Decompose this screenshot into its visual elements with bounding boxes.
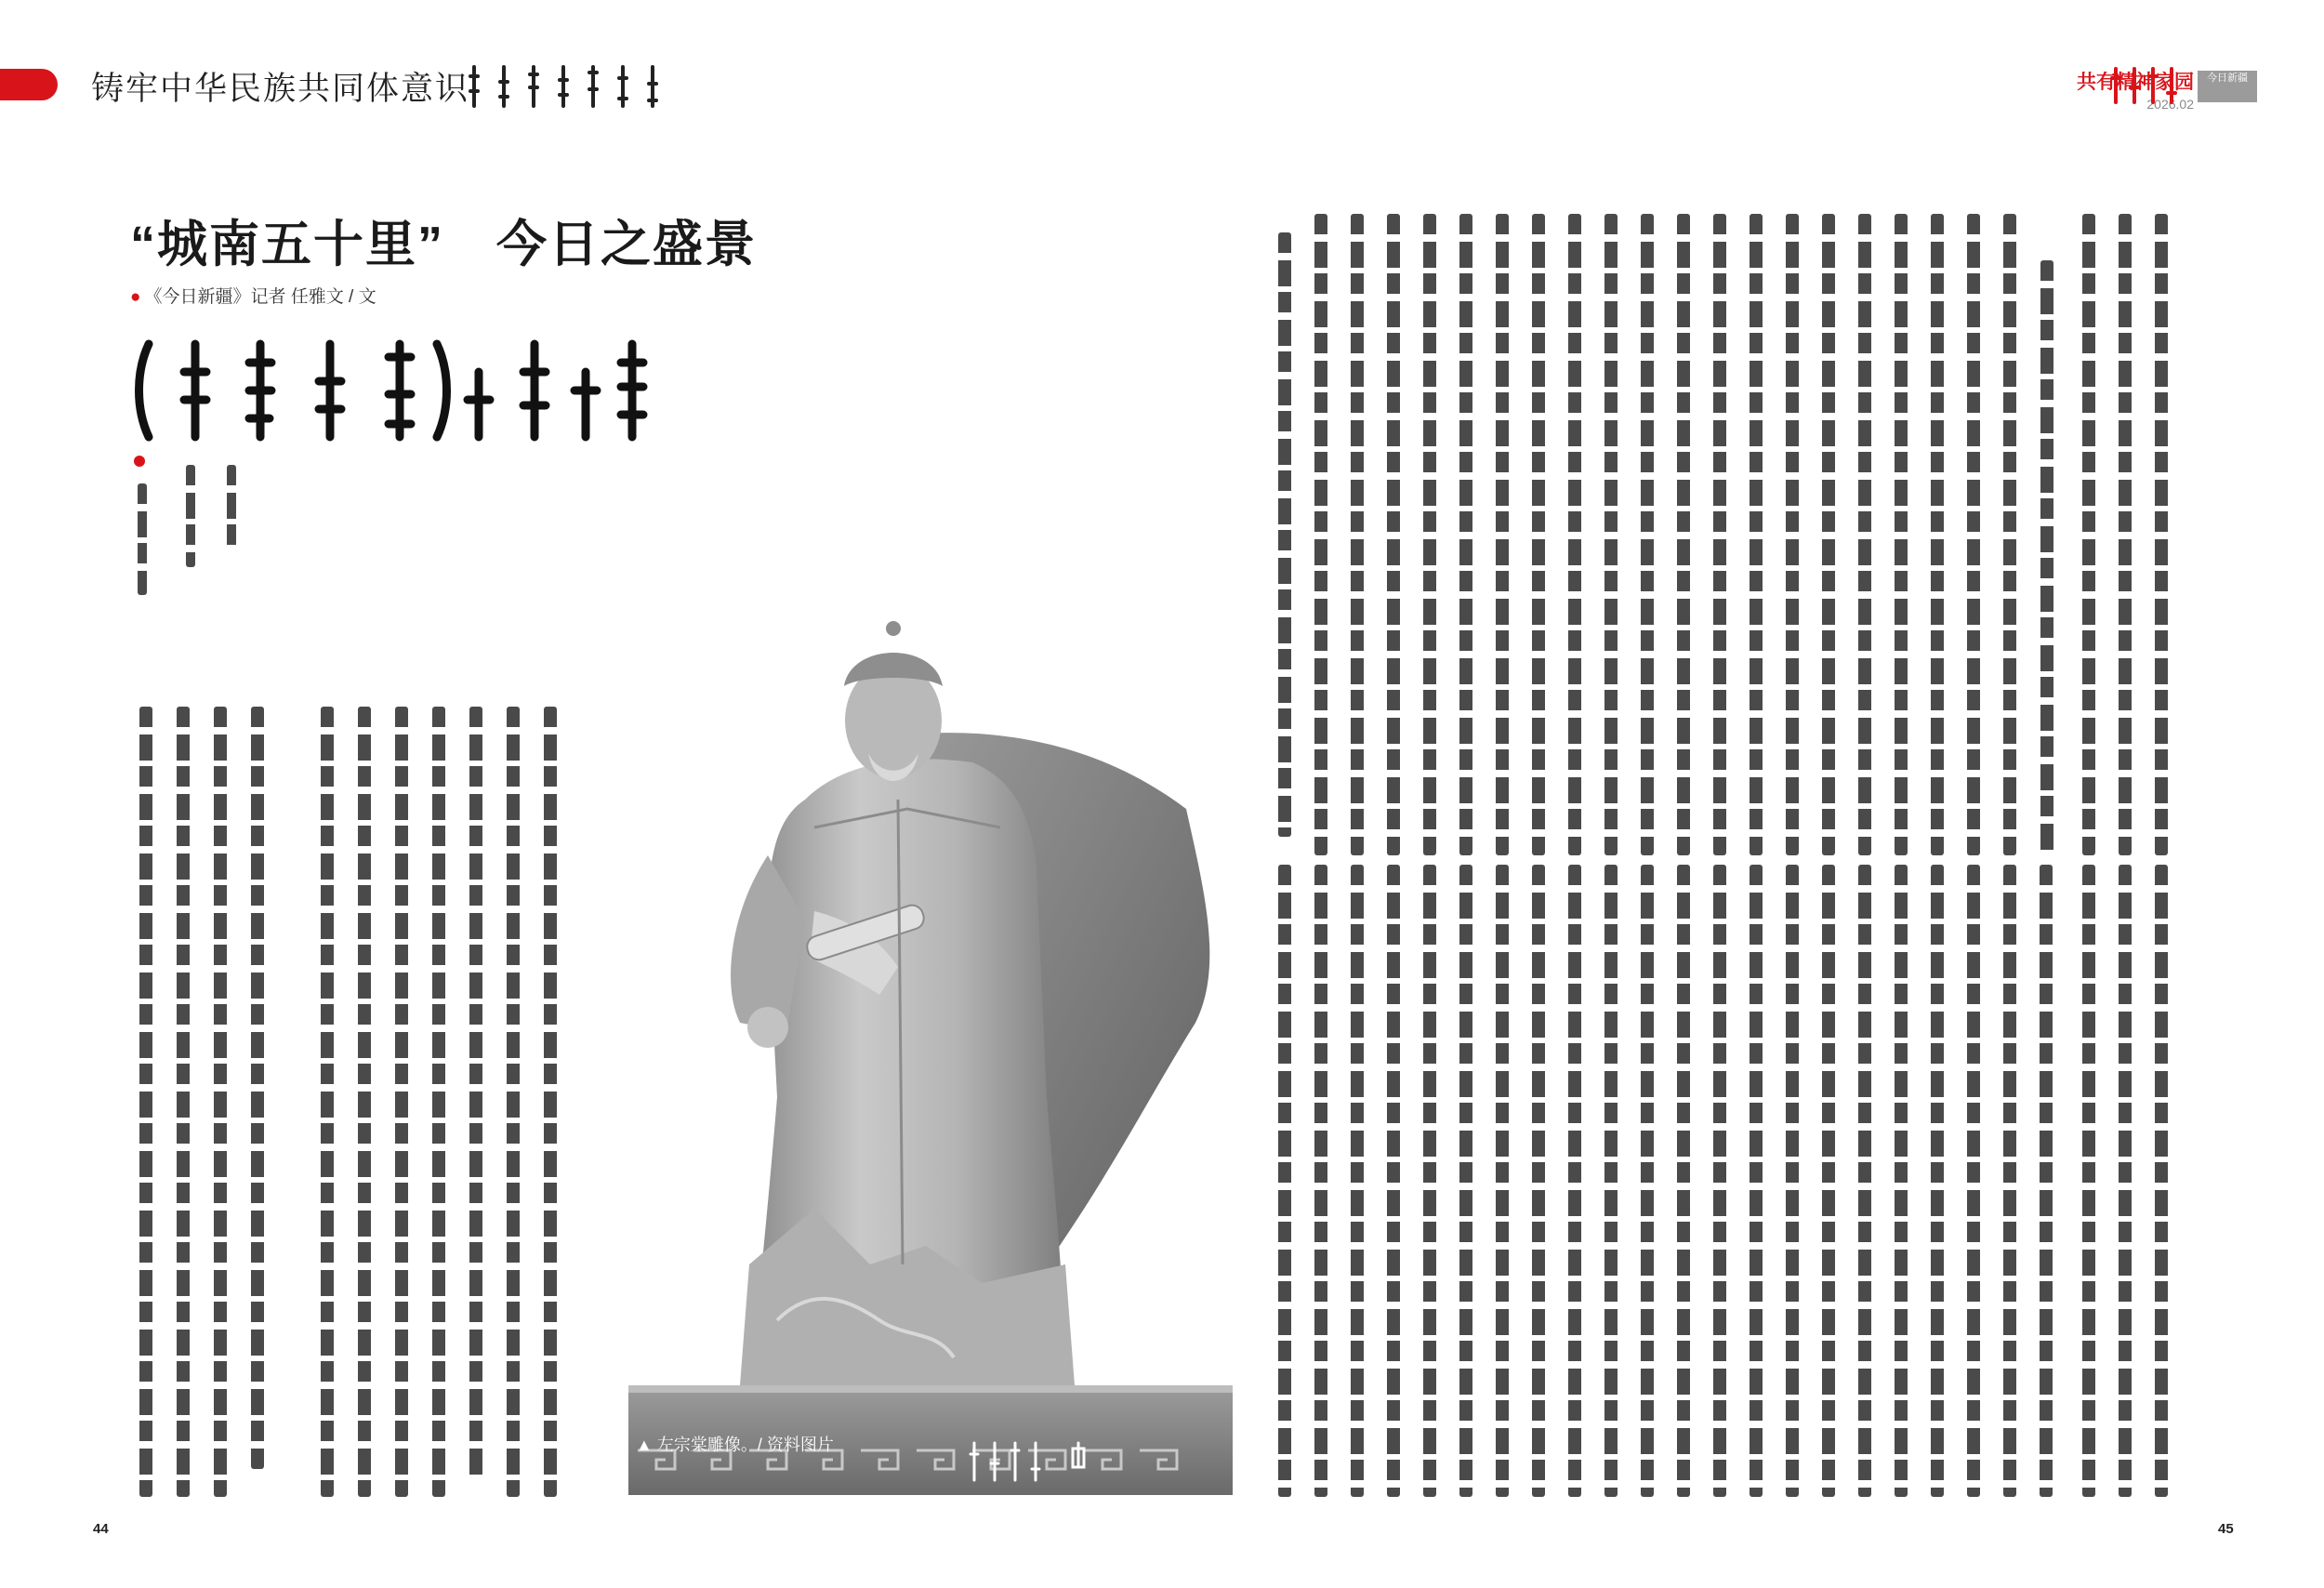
text-column — [1496, 214, 1509, 855]
article-byline — [130, 283, 376, 308]
text-column — [139, 707, 152, 1497]
logo-text: 今日新疆 — [2207, 73, 2248, 84]
text-column — [1822, 214, 1835, 855]
text-column — [1568, 865, 1581, 1497]
series-title: 铸牢中华民族共同体意识 — [91, 71, 470, 107]
text-column — [177, 707, 190, 1497]
text-column — [1387, 865, 1400, 1497]
text-column — [2003, 865, 2016, 1497]
text-column — [1641, 214, 1654, 855]
text-column — [227, 465, 236, 549]
text-column — [1423, 214, 1436, 855]
text-column — [1314, 865, 1327, 1497]
page-number-right: 45 — [2218, 1521, 2234, 1537]
page-number-left: 44 — [93, 1521, 109, 1537]
text-column — [1604, 865, 1618, 1497]
text-column — [214, 707, 227, 1497]
text-column — [1532, 865, 1545, 1497]
text-column — [1858, 214, 1871, 855]
text-column — [1314, 214, 1327, 855]
text-column — [1858, 865, 1871, 1497]
text-column — [1677, 865, 1690, 1497]
statue-photo — [628, 614, 1233, 1495]
text-column — [395, 707, 408, 1497]
text-column — [1278, 232, 1291, 837]
text-column — [1931, 214, 1944, 855]
text-column — [1351, 865, 1364, 1497]
text-column — [1895, 865, 1908, 1497]
text-column — [2040, 865, 2053, 1497]
text-column — [1532, 214, 1545, 855]
header-red-tab — [0, 69, 58, 100]
text-column — [469, 707, 482, 1478]
text-column — [1895, 214, 1908, 855]
article-title: “城南五十里” 今日之盛景 — [130, 217, 757, 272]
text-column — [1931, 865, 1944, 1497]
text-column — [2155, 214, 2168, 855]
caption-mongolian — [967, 1439, 1088, 1484]
text-column — [1750, 214, 1763, 855]
magazine-logo — [2198, 71, 2257, 102]
series-title-mongolian — [465, 63, 669, 110]
text-column — [2119, 865, 2132, 1497]
text-column — [1713, 214, 1726, 855]
text-column — [2119, 214, 2132, 855]
issue-date: 2026.02 — [2146, 97, 2194, 112]
photo-caption: ▲ 左宗棠雕像。/ 资料图片 — [636, 1436, 834, 1454]
text-column — [2040, 260, 2053, 855]
text-column — [2082, 865, 2095, 1497]
text-column — [1459, 865, 1472, 1497]
text-column — [1423, 865, 1436, 1497]
mongolian-headline — [130, 335, 651, 446]
text-column — [1641, 865, 1654, 1497]
text-column — [1713, 865, 1726, 1497]
brand-mongolian — [2108, 65, 2192, 106]
text-column — [1750, 865, 1763, 1497]
text-column — [1967, 214, 1980, 855]
text-column — [1387, 214, 1400, 855]
brand-name: 共有精神家园 — [2077, 72, 2194, 93]
text-column — [1604, 214, 1618, 855]
byline-text: 《今日新疆》记者 任雅文 / 文 — [144, 287, 376, 307]
text-column — [1568, 214, 1581, 855]
text-column — [1822, 865, 1835, 1497]
text-column — [2082, 214, 2095, 855]
text-column — [2003, 214, 2016, 855]
text-column — [358, 707, 371, 1497]
text-column — [1677, 214, 1690, 855]
text-column — [507, 707, 520, 1497]
byline-marker-dot — [134, 456, 145, 467]
text-column — [1967, 865, 1980, 1497]
text-column — [1786, 865, 1799, 1497]
text-column — [1351, 214, 1364, 855]
text-column — [321, 707, 334, 1497]
text-column — [186, 465, 195, 567]
text-column — [1459, 214, 1472, 855]
text-column — [1786, 214, 1799, 855]
text-column — [432, 707, 445, 1497]
text-column — [1496, 865, 1509, 1497]
text-column — [544, 707, 557, 1497]
text-column — [138, 483, 147, 595]
text-column — [1278, 865, 1291, 1497]
byline-dot: ● — [130, 287, 141, 307]
text-column — [251, 707, 264, 1469]
text-column — [2155, 865, 2168, 1497]
